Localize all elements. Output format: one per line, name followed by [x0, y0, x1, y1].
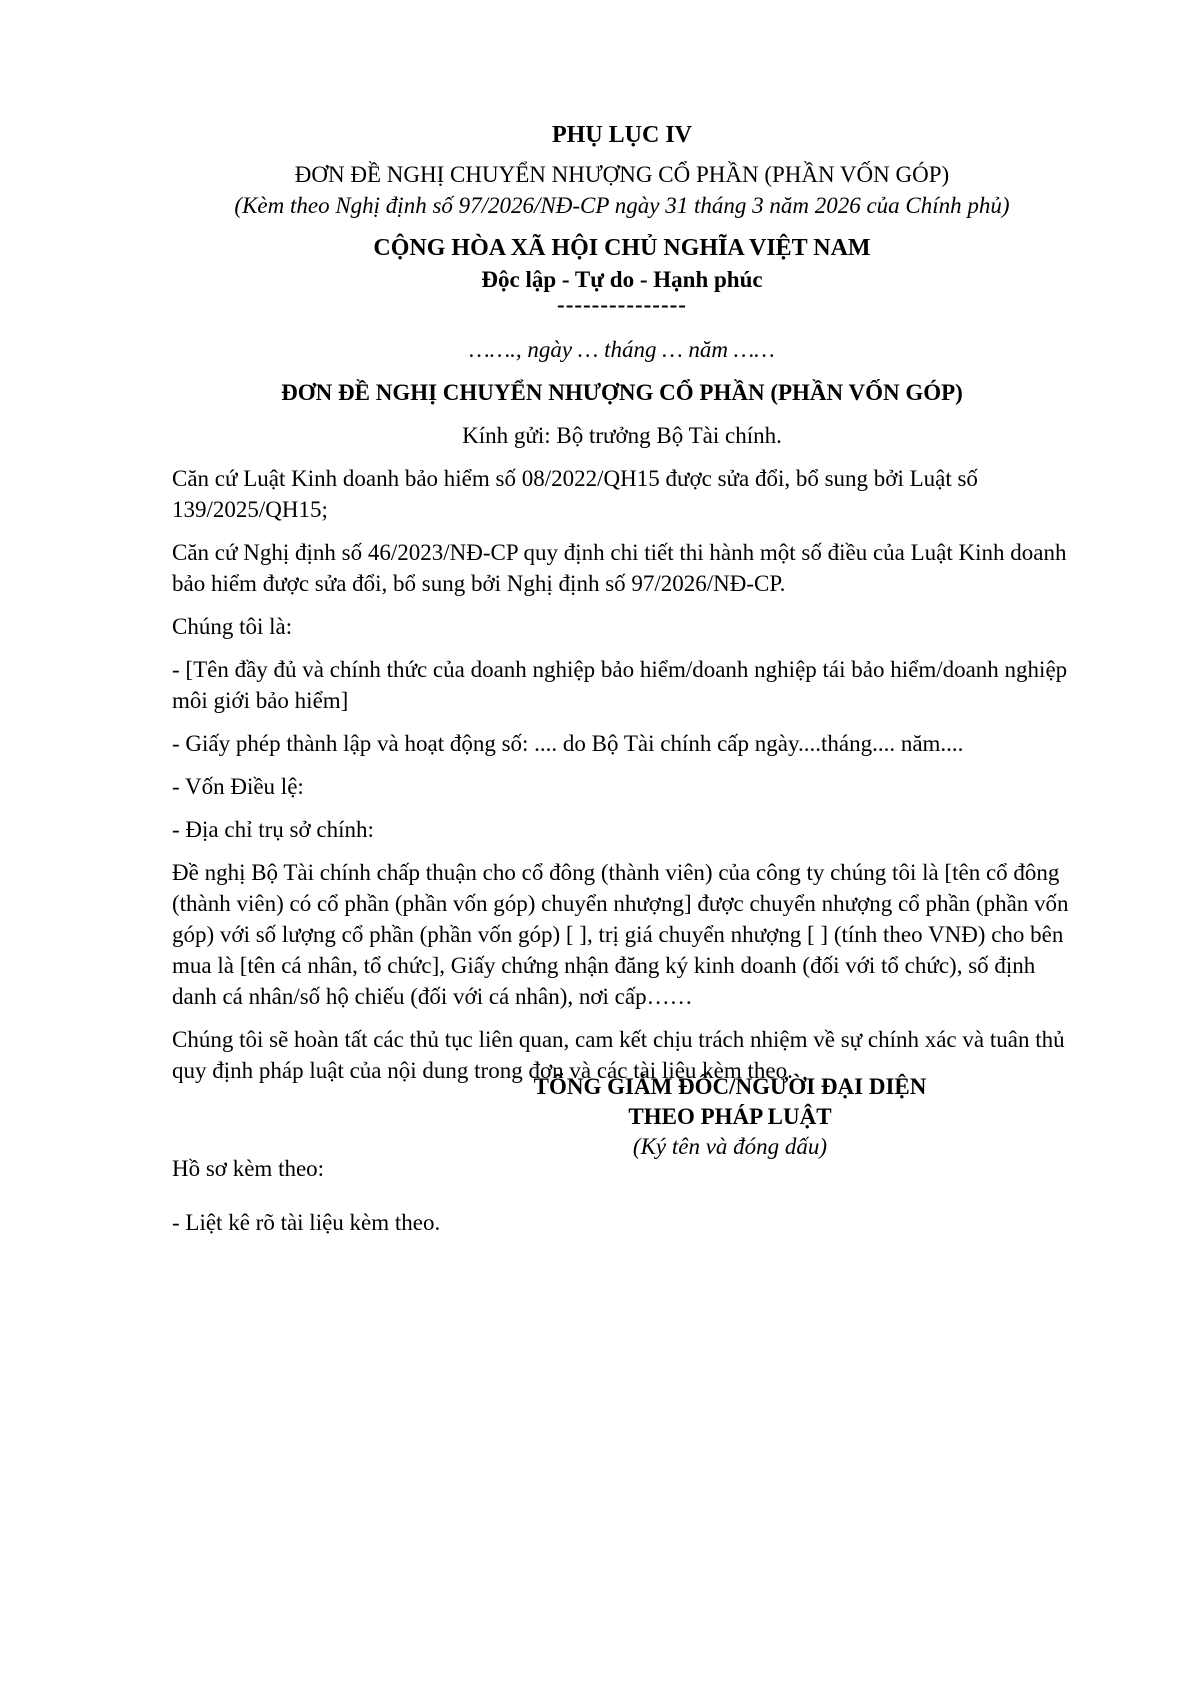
- document-page: [172, 120, 1072, 1098]
- applicant-name: - [Tên đầy đủ và chính thức của doanh nghiệp bảo hiểm/doanh nghiệp tái bảo hiểm/doanh nghiệp môi giới bảo hiểm]: [172, 657, 1068, 713]
- transfer-request: Đề nghị Bộ Tài chính chấp thuận cho cổ đông (thành viên) của công ty chúng tôi là [tên cổ đông (thành viên) có cổ phần (phần vốn góp) chuyển nhượng] được chuyển nhượng cổ phần (phần vốn góp) với số lượng cổ phần (phần vốn góp) [ ], trị giá chuyển nhượng [ ] (tính theo VNĐ) cho bên mua là [tên cá nhân, tổ chức], Giấy chứng nhận đăng ký kinh doanh (đối với tổ chức), số định danh cá nhân/số hộ chiếu (đối với cá nhân), nơi cấp……: [172, 860, 1069, 1009]
- attachment-item: - Liệt kê rõ tài liệu kèm theo.: [172, 1210, 441, 1235]
- addressee: Kính gửi: Bộ trưởng Bộ Tài chính.: [462, 423, 782, 448]
- form-title: ĐƠN ĐỀ NGHỊ CHUYỂN NHƯỢNG CỔ PHẦN (PHẦN VỐN GÓP): [281, 380, 963, 405]
- signatory-title-line2: THEO PHÁP LUẬT: [628, 1104, 832, 1129]
- document-name-upper: ĐƠN ĐỀ NGHỊ CHUYỂN NHƯỢNG CỔ PHẦN (PHẦN VỐN GÓP): [294, 162, 950, 187]
- signature-note: (Ký tên và đóng dấu): [632, 1134, 828, 1159]
- legal-basis-decree: Căn cứ Nghị định số 46/2023/NĐ-CP quy định chi tiết thi hành một số điều của Luật Kinh doanh bảo hiểm được sửa đổi, bổ sung bởi Nghị định số 97/2026/NĐ-CP.: [172, 540, 1067, 596]
- national-title: CỘNG HÒA XÃ HỘI CHỦ NGHĨA VIỆT NAM: [373, 235, 871, 261]
- signatory-title-line1: TỔNG GIÁM ĐỐC/NGƯỜI ĐẠI DIỆN: [533, 1074, 927, 1099]
- charter-capital: - Vốn Điều lệ:: [172, 774, 304, 799]
- attachments-section: [172, 1153, 1072, 1261]
- national-motto: Độc lập - Tự do - Hạnh phúc: [481, 267, 763, 292]
- appendix-title: PHỤ LỤC IV: [551, 122, 692, 148]
- legal-basis-law: Căn cứ Luật Kinh doanh bảo hiểm số 08/2022/QH15 được sửa đổi, bổ sung bởi Luật số 139/2025/QH15;: [172, 466, 978, 522]
- date-line: ……., ngày … tháng … năm ……: [469, 337, 775, 362]
- signature-block: [430, 1072, 1030, 1162]
- head-office-address: - Địa chỉ trụ sở chính:: [172, 817, 374, 842]
- applicant-intro: Chúng tôi là:: [172, 614, 293, 639]
- attachment-note: (Kèm theo Nghị định số 97/2026/NĐ-CP ngày 31 tháng 3 năm 2026 của Chính phủ): [234, 193, 1010, 218]
- license-info: - Giấy phép thành lập và hoạt động số: .... do Bộ Tài chính cấp ngày....tháng.... năm....: [172, 731, 964, 756]
- motto-separator: ---------------: [557, 292, 687, 317]
- commitment: Chúng tôi sẽ hoàn tất các thủ tục liên quan, cam kết chịu trách nhiệm về sự chính xác và tuân thủ quy định pháp luật của nội dung trong đơn và các tài liệu kèm theo.: [172, 1027, 1065, 1083]
- attachments-heading: Hồ sơ kèm theo:: [172, 1156, 325, 1181]
